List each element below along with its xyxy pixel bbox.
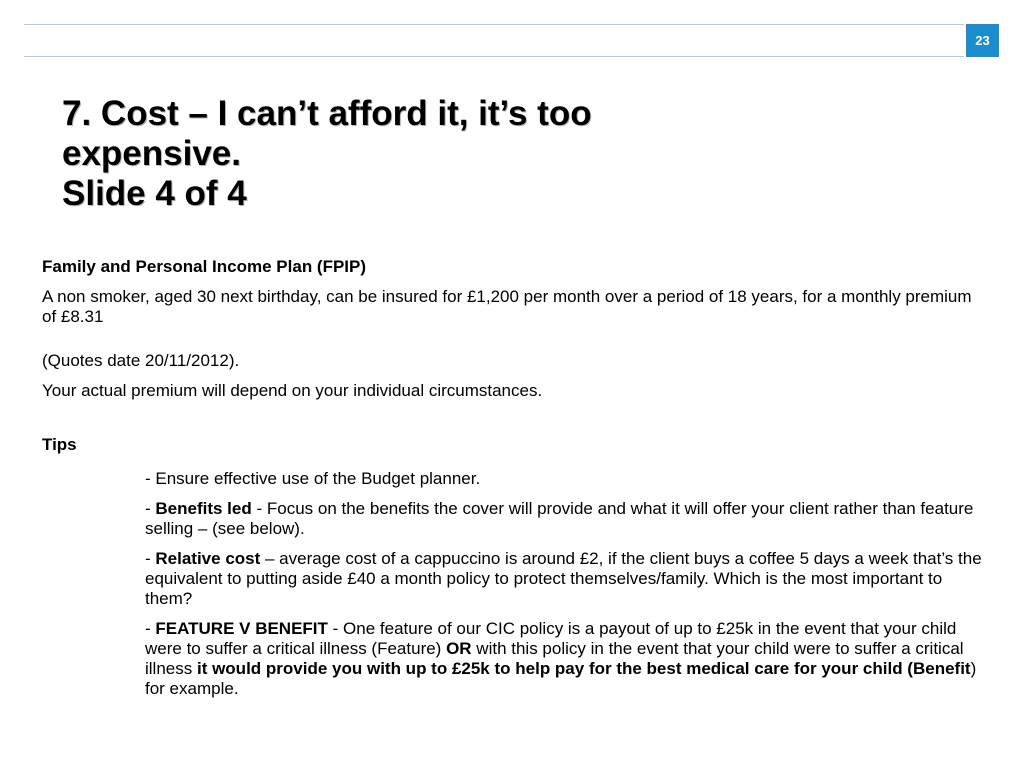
title-line-1: 7. Cost – I can’t afford it, it’s too xyxy=(62,94,592,133)
tip-benefits-led-label: Benefits led xyxy=(155,499,252,518)
tip-relative-cost-text: – average cost of a cappuccino is around £2, if the client buys a coffee 5 days a week that’s the equivalent to putting aside £40 a month policy to protect themselves/family. Which is the most important to them? xyxy=(145,549,982,608)
tip-benefits-led-text: - Focus on the benefits the cover will provide and what it will offer your client rather than feature selling – (see below). xyxy=(145,499,974,538)
tip-feature-or: OR xyxy=(446,639,472,658)
tip-relative-cost-prefix: - xyxy=(145,549,156,568)
tip-relative-cost xyxy=(145,549,987,609)
header-rule-bottom xyxy=(24,56,964,57)
quote-date: (Quotes date 20/11/2012). xyxy=(42,351,240,370)
premium-disclaimer: Your actual premium will depend on your individual circumstances. xyxy=(42,381,543,400)
tip-feature-text-1: - One feature of our CIC policy is a payout of up to £25k in the event that your child were to suffer a critical illness (Feature) xyxy=(145,619,957,658)
plan-description: A non smoker, aged 30 next birthday, can be insured for £1,200 per month over a period of 18 years, for a monthly premium of £8.31 xyxy=(42,287,972,326)
tip-budget-planner: - Ensure effective use of the Budget planner. xyxy=(145,469,481,488)
plan-heading: Family and Personal Income Plan (FPIP) xyxy=(42,257,367,276)
tip-relative-cost-label: Relative cost xyxy=(155,549,261,568)
title-line-3: Slide 4 of 4 xyxy=(62,174,247,213)
tips-heading: Tips xyxy=(42,435,77,454)
tip-feature-text-2: with this policy in the event that your child were to suffer a critical illness xyxy=(145,639,964,678)
header-rule-top xyxy=(24,24,964,25)
tip-feature-text-3: ) for example. xyxy=(145,659,977,698)
tip-feature-prefix: - xyxy=(145,619,156,638)
tip-feature-label: FEATURE V BENEFIT xyxy=(155,619,328,638)
slide-number-badge: 23 xyxy=(966,24,999,57)
tip-feature-benefit-bold: it would provide you with up to £25k to help pay for the best medical care for your child (Benefit xyxy=(196,659,971,678)
title-line-2: expensive. xyxy=(62,134,241,173)
slide-title xyxy=(62,94,942,214)
tip-benefits-led xyxy=(145,499,987,539)
tip-benefits-led-prefix: - xyxy=(145,499,156,518)
tip-feature-v-benefit xyxy=(145,619,987,699)
slide-body xyxy=(42,257,987,699)
